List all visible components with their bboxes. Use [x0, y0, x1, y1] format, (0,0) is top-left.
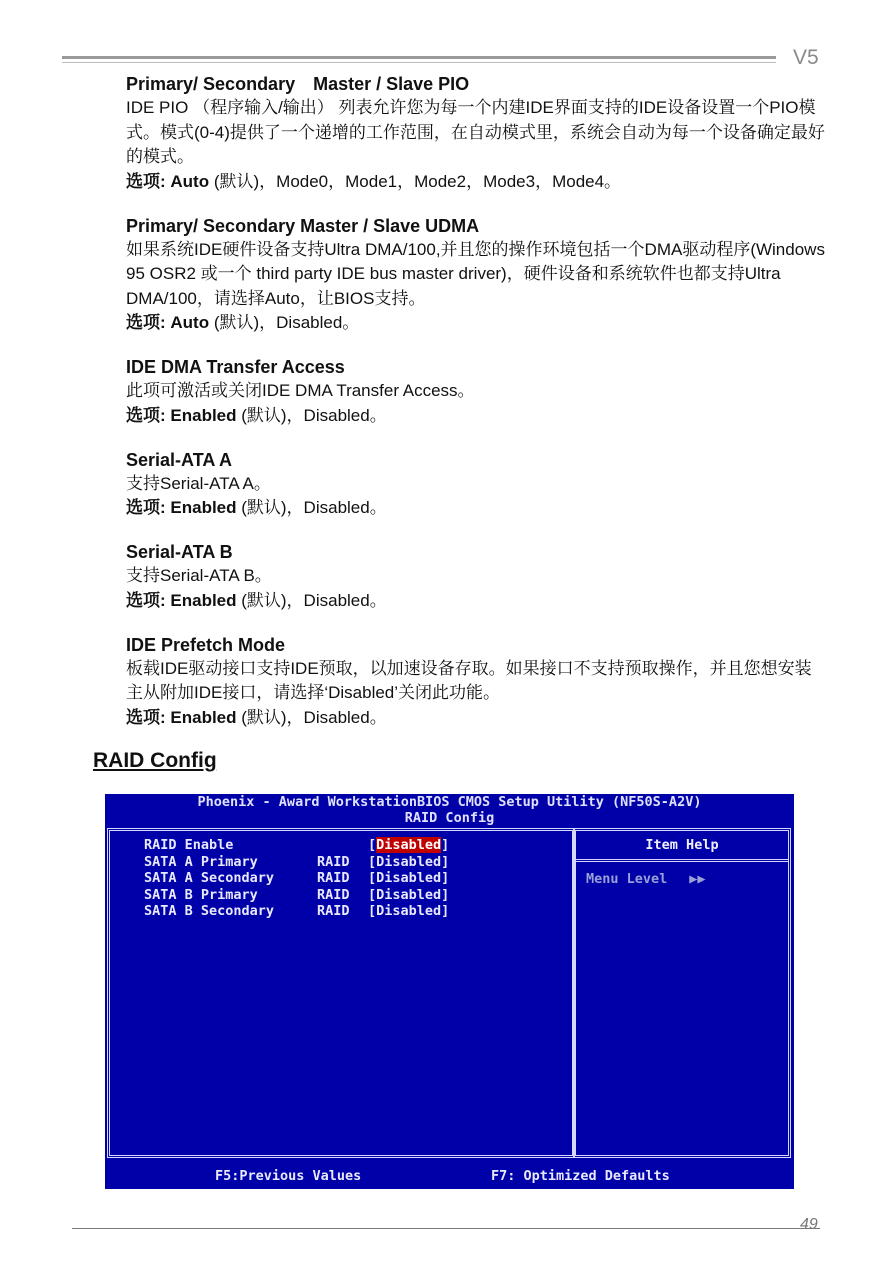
- options-default: Enabled: [170, 590, 237, 610]
- options-rest: (默认)，Mode0，Mode1，Mode2，Mode3，Mode4。: [209, 171, 622, 191]
- options-default: Auto: [170, 171, 210, 191]
- row-mode: RAID: [317, 886, 350, 903]
- row-label: RAID Enable: [144, 837, 234, 853]
- options-prefix: 选项:: [126, 590, 171, 610]
- row-value[interactable]: [Disabled]: [368, 886, 450, 903]
- section-udma: [126, 214, 826, 336]
- row-mode: RAID: [317, 853, 350, 870]
- options-line: [126, 706, 826, 730]
- section-title: Serial-ATA A: [126, 449, 233, 470]
- bios-settings-panel: [107, 828, 575, 1158]
- section-body: 如果系统IDE硬件设备支持Ultra DMA/100,并且您的操作环境包括一个DMA驱动程序(Windows 95 OSR2 或一个 third party IDE bus master driver)，硬件设备和系统软件也都支持Ultra DMA/100，请选择Auto，让BIOS支持。: [126, 239, 825, 308]
- options-line: [126, 404, 826, 428]
- options-default: Enabled: [170, 707, 237, 727]
- section-body: 板载IDE驱动接口支持IDE预取，以加速设备存取。如果接口不支持预取操作，并且您想安装主从附加IDE接口，请选择‘Disabled’关闭此功能。: [126, 658, 812, 702]
- row-value-text: Disabled: [376, 853, 442, 870]
- row-mode: RAID: [317, 903, 350, 919]
- row-label: SATA A Secondary: [144, 870, 275, 886]
- options-rest: (默认)，Disabled。: [236, 707, 387, 727]
- row-value[interactable]: [Disabled]: [368, 903, 450, 919]
- section-title: Primary/ Secondary Master / Slave UDMA: [126, 215, 480, 236]
- options-line: [126, 311, 826, 335]
- options-prefix: 选项:: [126, 405, 171, 425]
- row-label: SATA A Primary: [144, 853, 258, 870]
- manual-content: [126, 72, 826, 750]
- item-help-title: Item Help: [645, 837, 719, 853]
- row-mode: RAID: [317, 870, 350, 886]
- f7-optimized-defaults[interactable]: F7: Optimized Defaults: [491, 1168, 670, 1184]
- footer-rule: [72, 1228, 820, 1229]
- row-label: SATA B Secondary: [144, 903, 275, 919]
- double-arrow-icon: ▶▶: [689, 871, 706, 887]
- section-dma-transfer: [126, 355, 826, 428]
- bios-title: [105, 794, 794, 826]
- section-title: IDE Prefetch Mode: [126, 634, 286, 655]
- section-body: 支持Serial-ATA A。: [126, 473, 271, 493]
- section-title: IDE DMA Transfer Access: [126, 357, 345, 377]
- options-rest: (默认)，Disabled。: [209, 313, 360, 332]
- section-body: IDE PIO （程序输入/输出） 列表允许您为每一个内建IDE界面支持的IDE设备设置一个PIO模式。模式(0-4)提供了一个递增的工作范围，在自动模式里，系统会自动为每一个设备确定最好的模式。: [126, 98, 825, 166]
- section-title: Serial-ATA B: [126, 542, 233, 562]
- options-prefix: 选项:: [126, 313, 171, 332]
- section-prefetch: [126, 633, 826, 730]
- row-value-text: Disabled: [376, 903, 442, 919]
- options-line: [126, 589, 826, 613]
- row-value[interactable]: [Disabled]: [368, 853, 450, 870]
- row-value-text: Disabled: [376, 870, 442, 886]
- section-body: 此项可激活或关闭IDE DMA Transfer Access。: [126, 381, 475, 400]
- section-title: Primary/ Secondary Master / Slave PIO: [126, 74, 470, 94]
- bios-title-line1: Phoenix - Award WorkstationBIOS CMOS Setup Utility (NF50S-A2V): [197, 794, 702, 810]
- options-prefix: 选项:: [126, 707, 171, 727]
- row-value-text: Disabled: [376, 837, 442, 853]
- section-sata-a: [126, 448, 826, 521]
- menu-level: [586, 871, 706, 887]
- help-divider: [576, 859, 788, 862]
- options-prefix: 选项:: [126, 171, 171, 191]
- bios-help-panel: [573, 828, 791, 1158]
- row-value-text: Disabled: [376, 886, 442, 903]
- menu-level-label: Menu Level: [586, 871, 668, 887]
- options-rest: (默认)，Disabled。: [236, 590, 387, 610]
- section-body: 支持Serial-ATA B。: [126, 566, 272, 585]
- page-number: 49: [800, 1216, 818, 1233]
- f5-previous-values[interactable]: F5:Previous Values: [215, 1168, 362, 1184]
- row-value[interactable]: [Disabled]: [368, 870, 450, 886]
- options-default: Enabled: [170, 405, 237, 425]
- version-label: V5: [793, 46, 819, 69]
- options-prefix: 选项:: [126, 498, 171, 517]
- options-default: Enabled: [170, 498, 237, 517]
- row-label: SATA B Primary: [144, 886, 258, 903]
- options-default: Auto: [170, 313, 210, 332]
- options-rest: (默认)，Disabled。: [236, 405, 387, 425]
- header-rule-thin: [62, 62, 776, 63]
- options-line: [126, 496, 826, 520]
- section-sata-b: [126, 540, 826, 613]
- header-rule: [62, 56, 776, 59]
- raid-config-heading: RAID Config: [93, 749, 217, 772]
- row-value[interactable]: [Disabled]: [368, 837, 450, 853]
- bios-screenshot: [105, 794, 794, 1189]
- options-line: [126, 170, 826, 194]
- section-pio: [126, 72, 826, 194]
- options-rest: (默认)，Disabled。: [236, 498, 387, 517]
- bios-title-line2: RAID Config: [404, 810, 495, 826]
